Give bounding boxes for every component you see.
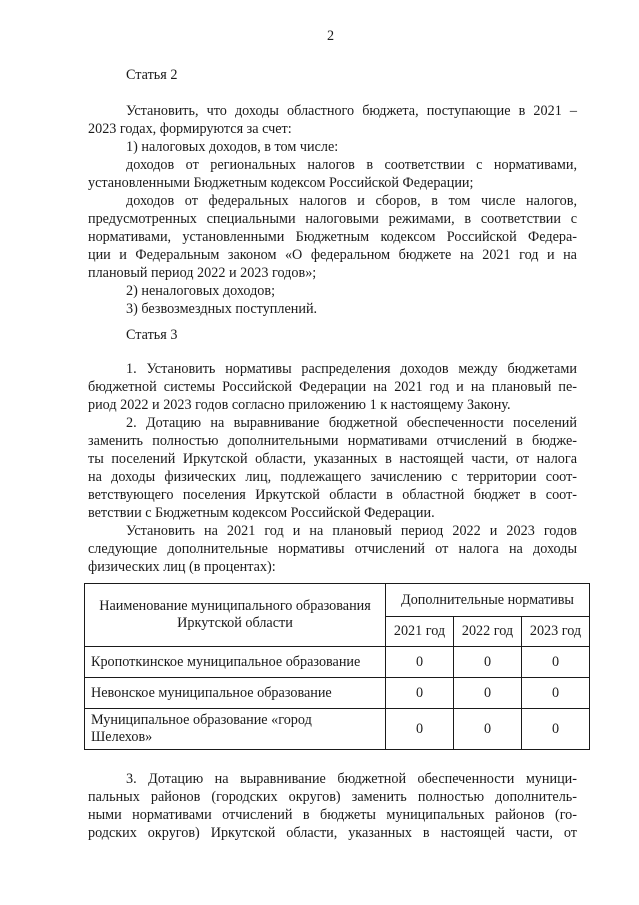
paragraph-3-line: ными нормативами отчислений в бюджеты муниципальных районов (го- (88, 807, 577, 823)
table-cell-value: 0 (386, 678, 454, 709)
article-3-line: 1. Установить нормативы распределения доходов между бюджетами (126, 361, 577, 377)
table-cell-value: 0 (522, 709, 590, 750)
table-cell-name (85, 709, 386, 750)
table-cell-value: 0 (522, 678, 590, 709)
article-2-line: 3) безвозмездных поступлений. (126, 301, 318, 317)
article-3-line: на доходы физических лиц, подлежащего зачислению с территории соот- (88, 469, 577, 485)
article-2-line: 1) налоговых доходов, в том числе: (126, 139, 339, 155)
table-header-year: 2021 год (386, 617, 454, 647)
article-3-line: заменить полностью дополнительными нормативами отчислений в бюдже- (88, 433, 577, 449)
table-header-name (85, 584, 386, 647)
table-cell-value: 0 (386, 647, 454, 678)
table-cell-name-line2: Шелехов» (91, 729, 153, 745)
article-3-line: Установить на 2021 год и на плановый период 2022 и 2023 годов (126, 523, 577, 539)
table-row (85, 678, 590, 709)
article-3-line: ветствии с Бюджетным кодексом Российской Федерации. (88, 505, 435, 521)
table-cell-name: Невонское муниципальное образование (85, 678, 386, 709)
table-cell-value: 0 (454, 678, 522, 709)
article-3-line: физических лиц (в процентах): (88, 559, 276, 575)
page-number: 2 (327, 28, 335, 44)
table-cell-value: 0 (386, 709, 454, 750)
article-3-heading: Статья 3 (126, 327, 178, 343)
table-cell-value: 0 (454, 647, 522, 678)
article-3-line: следующие дополнительные нормативы отчислений от налога на доходы (88, 541, 577, 557)
table-cell-value: 0 (454, 709, 522, 750)
table-cell-name-line1: Муниципальное образование «город (91, 712, 312, 728)
paragraph-3-line: пальных районов (городских округов) заменить полностью дополнитель- (88, 789, 577, 805)
article-2-heading: Статья 2 (126, 67, 178, 83)
article-2-line: 2023 годах, формируются за счет: (88, 121, 292, 137)
article-2-line: Установить, что доходы областного бюджета, поступающие в 2021 – (126, 103, 577, 119)
table-header-year: 2023 год (522, 617, 590, 647)
article-3-line: риод 2022 и 2023 годов согласно приложению 1 к настоящему Закону. (88, 397, 511, 413)
table-header-group: Дополнительные нормативы (386, 584, 590, 617)
article-3-line: бюджетной системы Российской Федерации на 2021 год и на плановый пе- (88, 379, 577, 395)
table-cell-value: 0 (522, 647, 590, 678)
table-row (85, 647, 590, 678)
paragraph-3-line: родских округов) Иркутской области, указанных в настоящей части, от (88, 825, 577, 841)
article-2-line: доходов от федеральных налогов и сборов, в том числе налогов, (126, 193, 577, 209)
article-2-line: плановый период 2022 и 2023 годов»; (88, 265, 317, 281)
table-header-name-line1: Наименование муниципального образования (99, 598, 371, 614)
table-header-name-line2: Иркутской области (177, 615, 293, 631)
article-2-line: предусмотренных специальными налоговыми режимами, в соответствии с (88, 211, 577, 227)
article-2-line: 2) неналоговых доходов; (126, 283, 276, 299)
table-cell-name: Кропоткинское муниципальное образование (85, 647, 386, 678)
article-2-line: ции и Федеральным законом «О федеральном бюджете на 2021 год и на (88, 247, 577, 263)
article-2-line: доходов от региональных налогов в соответствии с нормативами, (126, 157, 577, 173)
article-2-line: нормативами, установленными Бюджетным кодексом Российской Федера- (88, 229, 577, 245)
article-3-line: ты поселений Иркутской области, указанных в настоящей части, от налога (88, 451, 577, 467)
article-3-line: ветствующего поселения Иркутской области в областной бюджет в соот- (88, 487, 577, 503)
paragraph-3-line: 3. Дотацию на выравнивание бюджетной обеспеченности муници- (126, 771, 577, 787)
article-2-line: установленными Бюджетным кодексом Российской Федерации; (88, 175, 474, 191)
normatives-table (84, 583, 590, 750)
article-3-line: 2. Дотацию на выравнивание бюджетной обеспеченности поселений (126, 415, 577, 431)
table-header-year: 2022 год (454, 617, 522, 647)
table-row (85, 709, 590, 750)
